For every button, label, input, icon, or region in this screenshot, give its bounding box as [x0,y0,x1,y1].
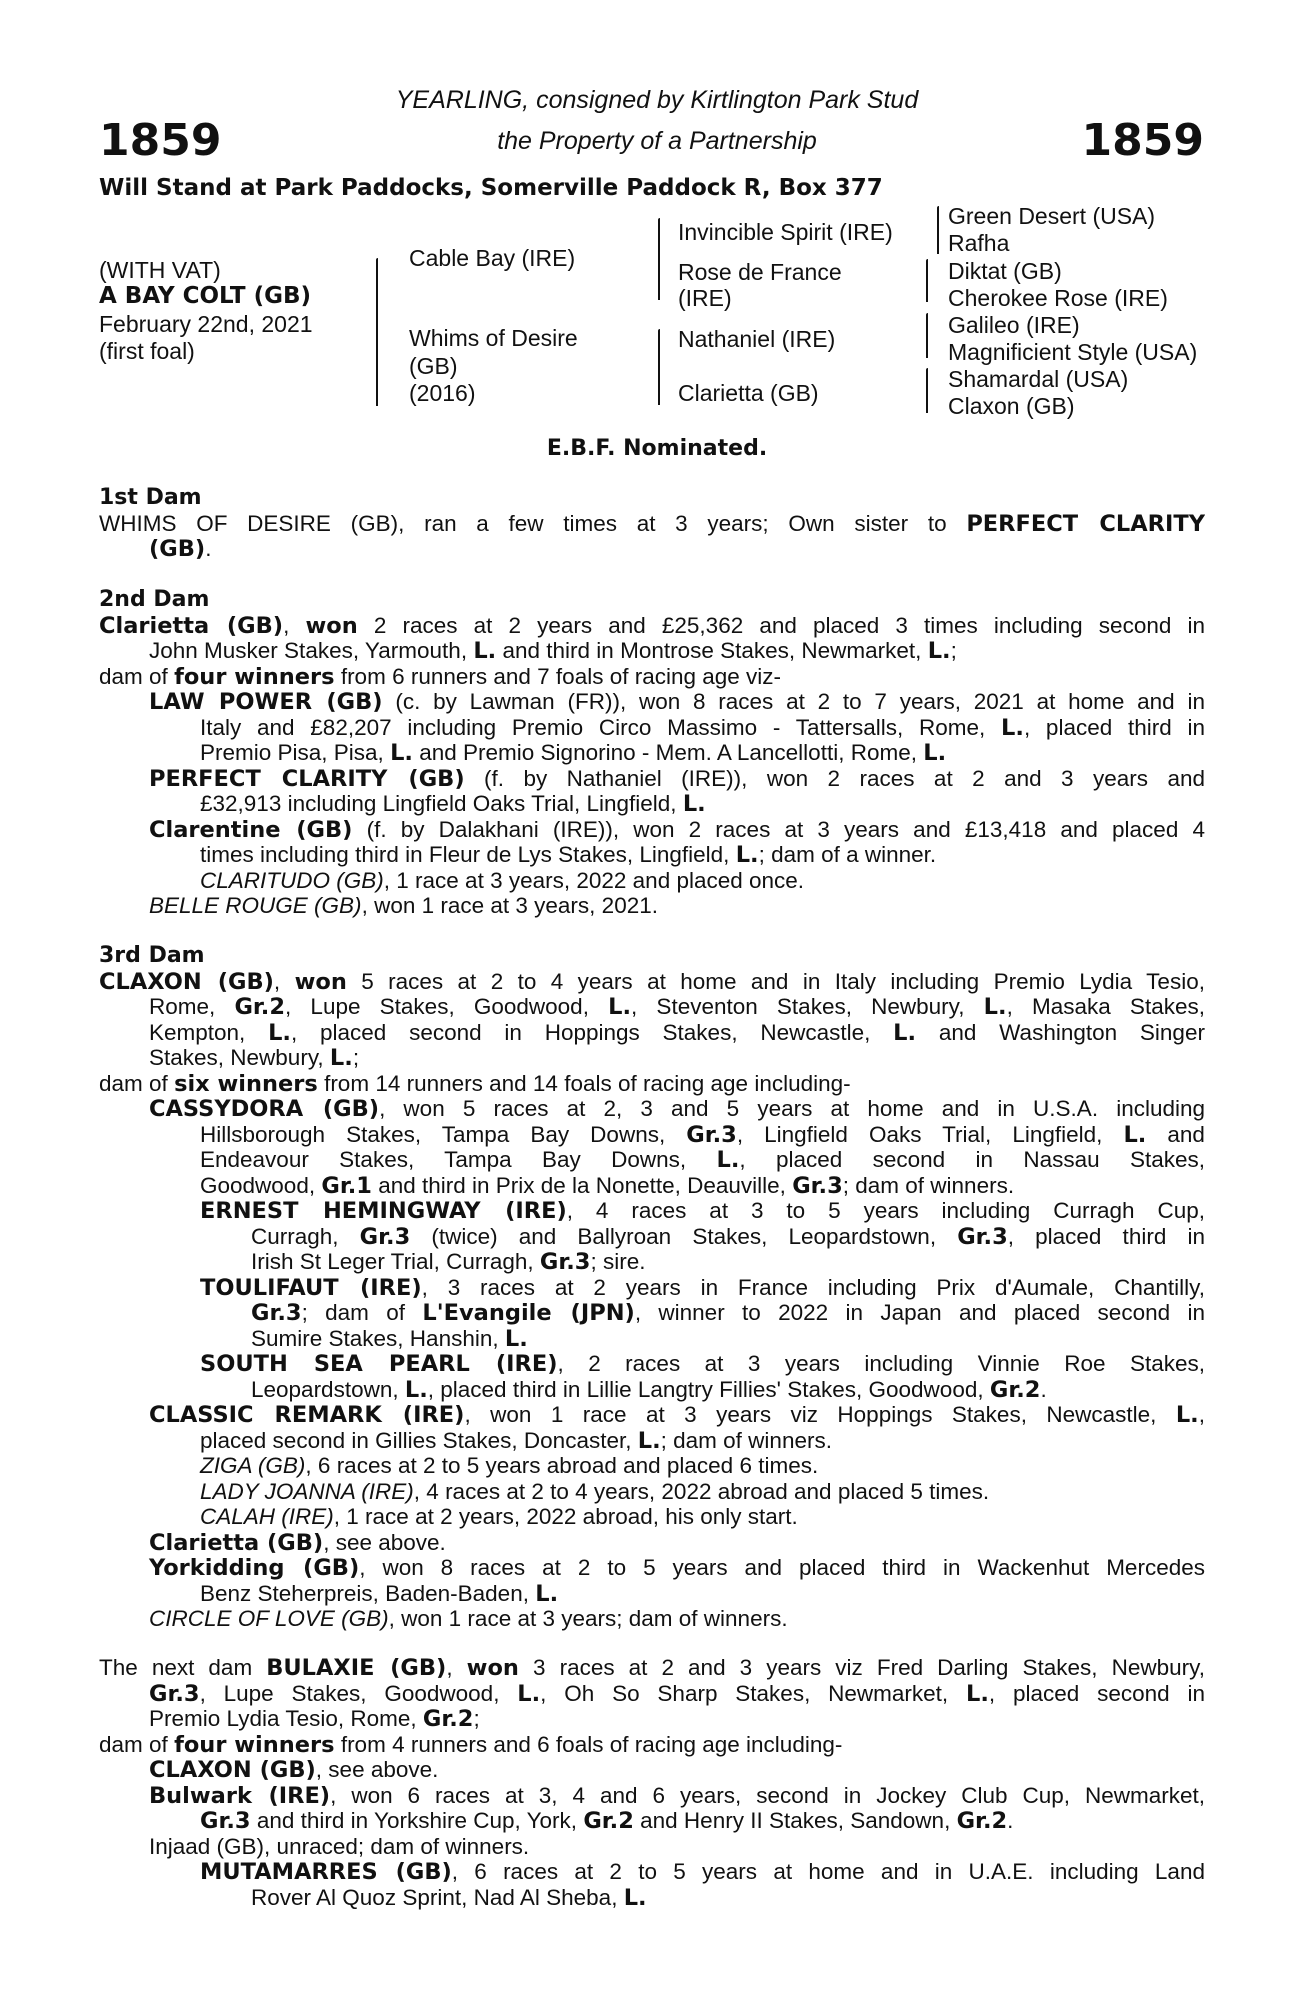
consignment-line: YEARLING, consigned by Kirtlington Park Stud [395,86,919,114]
entry-line: Irish St Leger Trial, Curragh, Gr.3; sire. [251,1249,646,1275]
stand-location: Will Stand at Park Paddocks, Somerville Paddock R, Box 377 [99,175,883,201]
entry-line: CLASSIC REMARK (IRE), won 1 race at 3 years viz Hoppings Stakes, Newcastle, L., [149,1402,1205,1428]
third-dam-section [99,943,1205,1632]
foaling-date: February 22nd, 2021 [99,311,313,337]
entry-line: Gr.3, Lupe Stakes, Goodwood, L., Oh So Sharp Stakes, Newmarket, L., placed second in [149,1680,1205,1706]
entry-line: CLARITUDO (GB), 1 race at 3 years, 2022 and placed once. [200,867,805,893]
first-dam-line: WHIMS OF DESIRE (GB), ran a few times at 3 years; Own sister to PERFECT CLARITY [99,510,1205,536]
brace-g1 [937,206,939,254]
granddam-line-1: Green Desert (USA) [948,203,1156,229]
ownership-line: the Property of a Partnership [497,127,817,155]
entry-line: LAW POWER (GB) (c. by Lawman (FR)), won 8 races at 2 to 7 years, 2021 at home and in [149,689,1205,715]
entry-line: CIRCLE OF LOVE (GB), won 1 race at 3 years; dam of winners. [149,1606,788,1631]
entry-line: Premio Pisa, Pisa, L. and Premio Signorino - Mem. A Lancellotti, Rome, L. [200,740,947,766]
entry-line: Clarietta (GB), see above. [149,1529,446,1556]
entry-line: Kempton, L., placed second in Hoppings Stakes, Newcastle, L. and Washington Singer [149,1019,1205,1045]
entry-line: Italy and £82,207 including Premio Circo Massimo - Tattersalls, Rome, L., placed third in [200,714,1205,740]
entry-line: dam of six winners from 14 runners and 14 foals of racing age including- [99,1070,851,1097]
dam-dam: Clarietta (GB) [678,380,819,406]
entry-line: Leopardstown, L., placed third in Lillie Langtry Fillies' Stakes, Goodwood, Gr.2. [251,1376,1047,1403]
entry-line: LADY JOANNA (IRE), 4 races at 2 to 4 years, 2022 abroad and placed 5 times. [200,1478,990,1504]
second-dam-section [99,587,1205,919]
entry-line: Bulwark (IRE), won 6 races at 3, 4 and 6 years, second in Jockey Club Cup, Newmarket, [149,1782,1205,1808]
entry-line: Injaad (GB), unraced; dam of winners. [149,1833,530,1859]
granddam-line-8: Claxon (GB) [948,393,1075,419]
entry-line: Endeavour Stakes, Tampa Bay Downs, L., placed second in Nassau Stakes, [200,1147,1205,1173]
foal-note: (first foal) [99,338,195,364]
sire-sire: Invincible Spirit (IRE) [678,219,893,245]
entry-line: CALAH (IRE), 1 race at 2 years, 2022 abroad, his only start. [200,1504,798,1529]
second-dam-heading: 2nd Dam [99,587,210,612]
entry-line: ERNEST HEMINGWAY (IRE), 4 races at 3 to 5 years including Curragh Cup, [200,1198,1205,1224]
entry-line: John Musker Stakes, Yarmouth, L. and third in Montrose Stakes, Newmarket, L.; [149,638,957,664]
entry-line: PERFECT CLARITY (GB) (f. by Nathaniel (IRE)), won 2 races at 2 and 3 years and [149,765,1205,791]
entry-line: Clarentine (GB) (f. by Dalakhani (IRE)), won 2 races at 3 years and £13,418 and placed 4 [149,816,1205,842]
entry-line: Gr.3; dam of L'Evangile (JPN), winner to 2022 in Japan and placed second in [251,1300,1205,1326]
entry-line: Stakes, Newbury, L.; [149,1045,360,1071]
granddam-line-2: Rafha [948,230,1010,256]
entry-line: Gr.3 and third in Yorkshire Cup, York, Gr.2 and Henry II Stakes, Sandown, Gr.2. [200,1808,1014,1834]
sire-name: Cable Bay (IRE) [409,245,576,271]
dam-foaling-year: (2016) [409,380,476,406]
next-dam-section [99,1655,1205,1910]
brace-g2 [926,259,928,302]
lot-name: A BAY COLT (GB) [99,283,312,309]
granddam-line-7: Shamardal (USA) [948,366,1129,392]
entry-line: Hillsborough Stakes, Tampa Bay Downs, Gr.3, Lingfield Oaks Trial, Lingfield, L. and [200,1121,1205,1147]
entry-line: ZIGA (GB), 6 races at 2 to 5 years abroad and placed 6 times. [200,1453,819,1478]
entry-line: TOULIFAUT (IRE), 3 races at 2 years in France including Prix d'Aumale, Chantilly, [200,1274,1205,1300]
entry-line: placed second in Gillies Stakes, Doncaster, L.; dam of winners. [200,1427,832,1454]
highlight-horse: PERFECT CLARITY [966,510,1205,536]
entry-line: dam of four winners from 6 runners and 7 foals of racing age viz- [99,663,782,690]
entry-line: Goodwood, Gr.1 and third in Prix de la Nonette, Deauville, Gr.3; dam of winners. [200,1172,1015,1199]
granddam-line-5: Galileo (IRE) [948,312,1080,338]
brace-dam [658,329,660,405]
entry-line: SOUTH SEA PEARL (IRE), 2 races at 3 years including Vinnie Roe Stakes, [200,1351,1205,1377]
entry-line: Rome, Gr.2, Lupe Stakes, Goodwood, L., Steventon Stakes, Newbury, L., Masaka Stakes, [149,994,1205,1020]
brace-main [376,258,378,406]
entry-line: Premio Lydia Tesio, Rome, Gr.2; [149,1706,480,1732]
entry-line: Rover Al Quoz Sprint, Nad Al Sheba, L. [251,1884,647,1911]
sire-dam-line1: Rose de France [678,259,842,285]
vat-note: (WITH VAT) [99,257,221,283]
entry-line: The next dam BULAXIE (GB), won 3 races at 2 and 3 years viz Fred Darling Stakes, Newbury, [99,1655,1205,1681]
lot-number-right: 1859 [1081,115,1204,166]
lot-number-left: 1859 [99,115,222,166]
granddam-line-3: Diktat (GB) [948,258,1062,284]
entry-line: times including third in Fleur de Lys Stakes, Lingfield, L.; dam of a winner. [200,842,937,868]
entry-line: dam of four winners from 4 runners and 6 foals of racing age including- [99,1731,843,1758]
third-dam-heading: 3rd Dam [99,943,205,968]
entry-line: CASSYDORA (GB), won 5 races at 2, 3 and 5 years at home and in U.S.A. including [149,1096,1205,1122]
entry-line: Clarietta (GB), won 2 races at 2 years and £25,362 and placed 3 times including second in [99,612,1205,638]
entry-line: £32,913 including Lingfield Oaks Trial, Lingfield, L. [200,791,706,817]
dam-name-line1: Whims of Desire [409,325,578,351]
granddam-line-6: Magnificient Style (USA) [948,339,1198,365]
entry-line: Yorkidding (GB), won 8 races at 2 to 5 years and placed third in Wackenhut Mercedes [149,1555,1205,1581]
dam-sire: Nathaniel (IRE) [678,326,836,352]
brace-sire [658,218,660,300]
entry-line: CLAXON (GB), won 5 races at 2 to 4 years at home and in Italy including Premio Lydia Tesio, [99,968,1205,994]
granddam-line-4: Cherokee Rose (IRE) [948,285,1168,311]
first-dam-line: (GB). [149,536,212,562]
brace-g4 [926,368,928,413]
entry-line: Sumire Stakes, Hanshin, L. [251,1325,528,1352]
first-dam-heading: 1st Dam [99,485,202,510]
brace-g3 [926,313,928,358]
first-dam-section [99,485,1205,562]
dam-name-line2: (GB) [409,353,458,379]
entry-line: Curragh, Gr.3 (twice) and Ballyroan Stakes, Leopardstown, Gr.3, placed third in [251,1223,1205,1249]
entry-line: BELLE ROUGE (GB), won 1 race at 3 years, 2021. [149,893,658,918]
entry-line: CLAXON (GB), see above. [149,1757,439,1783]
entry-line: MUTAMARRES (GB), 6 races at 2 to 5 years at home and in U.A.E. including Land [200,1859,1205,1885]
sire-dam-line2: (IRE) [678,285,732,311]
ebf-nominated: E.B.F. Nominated. [546,436,768,461]
entry-line: Benz Steherpreis, Baden-Baden, L. [200,1580,559,1607]
